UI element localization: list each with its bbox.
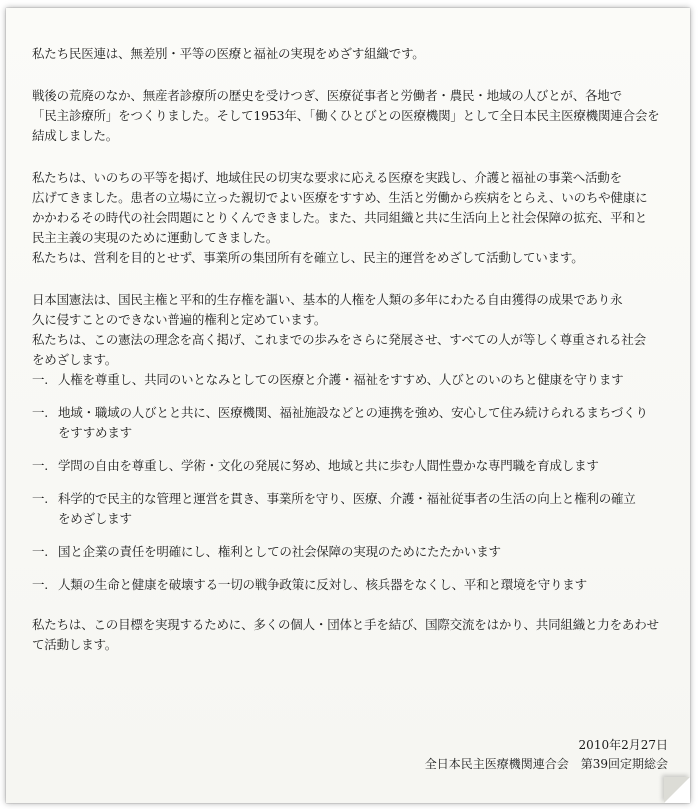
list-item: [32, 403, 668, 443]
document-page: [6, 8, 690, 803]
closing-paragraph: 私たちは、この目標を実現するために、多くの個人・団体と手を結び、国際交流をはかり、共同組織と力をあわせ て活動します。: [32, 617, 659, 652]
list-item: [32, 370, 668, 390]
list-marker: 一.: [32, 458, 49, 473]
principle-text: 国と企業の責任を明確にし、権利としての社会保障の実現のためにたたかいます: [58, 544, 501, 559]
history-paragraph: 戦後の荒廃のなか、無産者診療所の歴史を受けつぎ、医療従事者と労働者・農民・地域の人びとが、各地で 「民主診療所」をつくりました。そして1953年、「働くひとびとの医療機関」として全日本民主医療機関連合会を 結成しました。: [32, 88, 660, 143]
signature-block: [425, 736, 668, 774]
principle-text: 人類の生命と健康を破壊する一切の戦争政策に反対し、核兵器をなくし、平和と環境を守ります: [58, 577, 587, 592]
list-item: [32, 489, 668, 529]
declaration-body: [32, 44, 668, 655]
principles-list: [32, 370, 668, 595]
list-marker: 一.: [32, 544, 49, 559]
principle-text: 人権を尊重し、共同のいとなみとしての医療と介護・福祉をすすめ、人びとのいのちと健康を守ります: [58, 372, 624, 387]
list-marker: 一.: [32, 577, 49, 592]
principle-text: 科学的で民主的な管理と運営を貫き、事業所を守り、医療、介護・福祉従事者の生活の向上と権利の確立 をめざします: [58, 491, 636, 526]
list-item: [32, 456, 668, 476]
date-label: 2010年2月27日: [578, 738, 668, 752]
activities-paragraph: 私たちは、いのちの平等を掲げ、地域住民の切実な要求に応える医療を実践し、介護と福祉の事業へ活動を 広げてきました。患者の立場に立った親切でよい医療をすすめ、生活と労働から疾病をとらえ、いのちや健康に かかわるその時代の社会問題にとりくんできました。また、共同組織と共に生活向上と社会保障の拡充、平和と 民主主義の実現のために運動してきました。 私たちは、営利を目的とせず、事業所の集団所有を確立し、民主的運営をめざして活動しています。: [32, 170, 648, 265]
signature-label: 全日本民主医療機関連合会 第39回定期総会: [424, 757, 668, 771]
list-item: [32, 542, 668, 562]
list-marker: 一.: [32, 491, 49, 506]
principle-text: 学問の自由を尊重し、学術・文化の発展に努め、地域と共に歩む人間性豊かな専門職を育成します: [58, 458, 599, 473]
intro-paragraph: 私たち民医連は、無差別・平等の医療と福祉の実現をめざす組織です。: [32, 46, 425, 61]
list-marker: 一.: [32, 372, 49, 387]
constitution-paragraph: 日本国憲法は、国民主権と平和的生存権を謳い、基本的人権を人類の多年にわたる自由獲得の成果であり永 久に侵すことのできない普遍的権利と定めています。 私たちは、この憲法の理念を高く掲げ、これまでの歩みをさらに発展させ、すべての人が等しく尊重される社会 をめざします。: [32, 292, 646, 367]
list-marker: 一.: [32, 405, 49, 420]
list-item: [32, 575, 668, 595]
principle-text: 地域・職域の人びとと共に、医療機関、福祉施設などとの連携を強め、安心して住み続けられるまちづくり をすすめます: [58, 405, 648, 440]
